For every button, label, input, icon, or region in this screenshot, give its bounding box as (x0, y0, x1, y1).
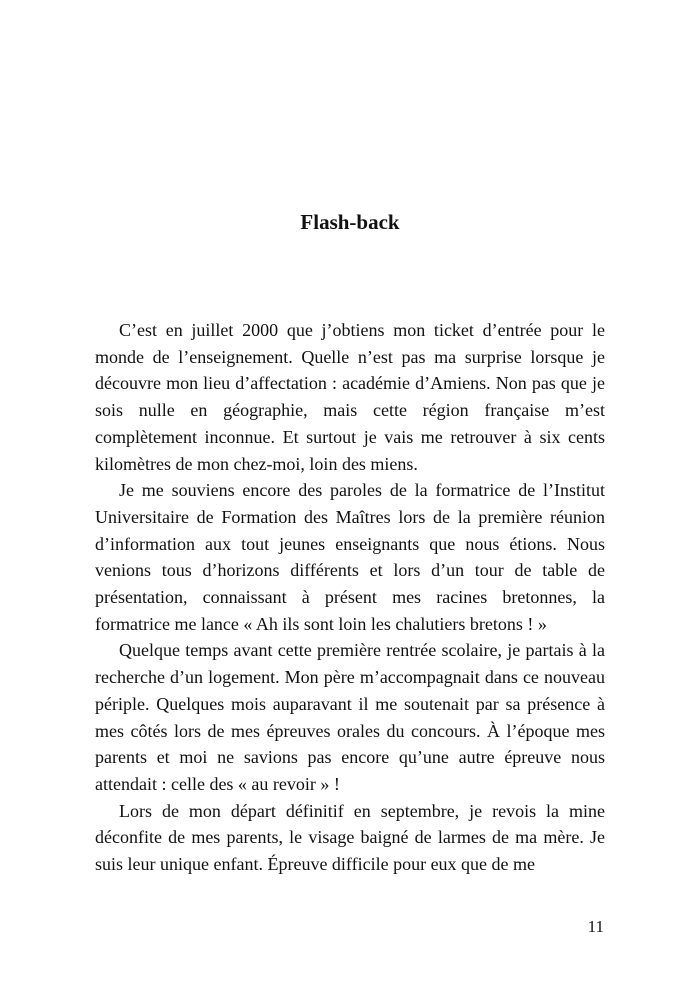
chapter-title: Flash-back (300, 210, 400, 234)
paragraph: Quelque temps avant cette première rentrée scolaire, je partais à la recherche d’un logement. Mon père m’accompagnait dans ce nouveau périple. Quelques mois auparavant il me soutenait par sa présence à mes côtés lors de mes épreuves orales du concours. À l’époque mes parents et moi ne savions pas encore qu’une autre épreuve nous attendait : celle des « au revoir » ! (95, 640, 605, 794)
paragraph: Lors de mon départ définitif en septembre, je revois la mine déconfite de mes parents, le visage baigné de larmes de ma mère. Je suis leur unique enfant. Épreuve difficile pour eux que de me (95, 800, 605, 875)
paragraph: Je me souviens encore des paroles de la formatrice de l’Institut Universitaire de Formation des Maîtres lors de la première réunion d’information aux tout jeunes enseignants que nous étions. Nous venions tous d’horizons différents et lors d’un tour de table de présentation, connaissant à présent mes racines bretonnes, la formatrice me lance « Ah ils sont loin les chalutiers bretons ! » (95, 480, 605, 634)
paragraph: C’est en juillet 2000 que j’obtiens mon ticket d’entrée pour le monde de l’enseignement. Quelle n’est pas ma surprise lorsque je découvre mon lieu d’affectation : académie d’Amiens. Non pas que je sois nulle en géographie, mais cette région française m’est complètement inconnue. Et surtout je vais me retrouver à six cents kilomètres de mon chez-moi, loin des miens. (95, 320, 605, 474)
page-number: 11 (587, 917, 604, 936)
body-text (95, 317, 605, 878)
